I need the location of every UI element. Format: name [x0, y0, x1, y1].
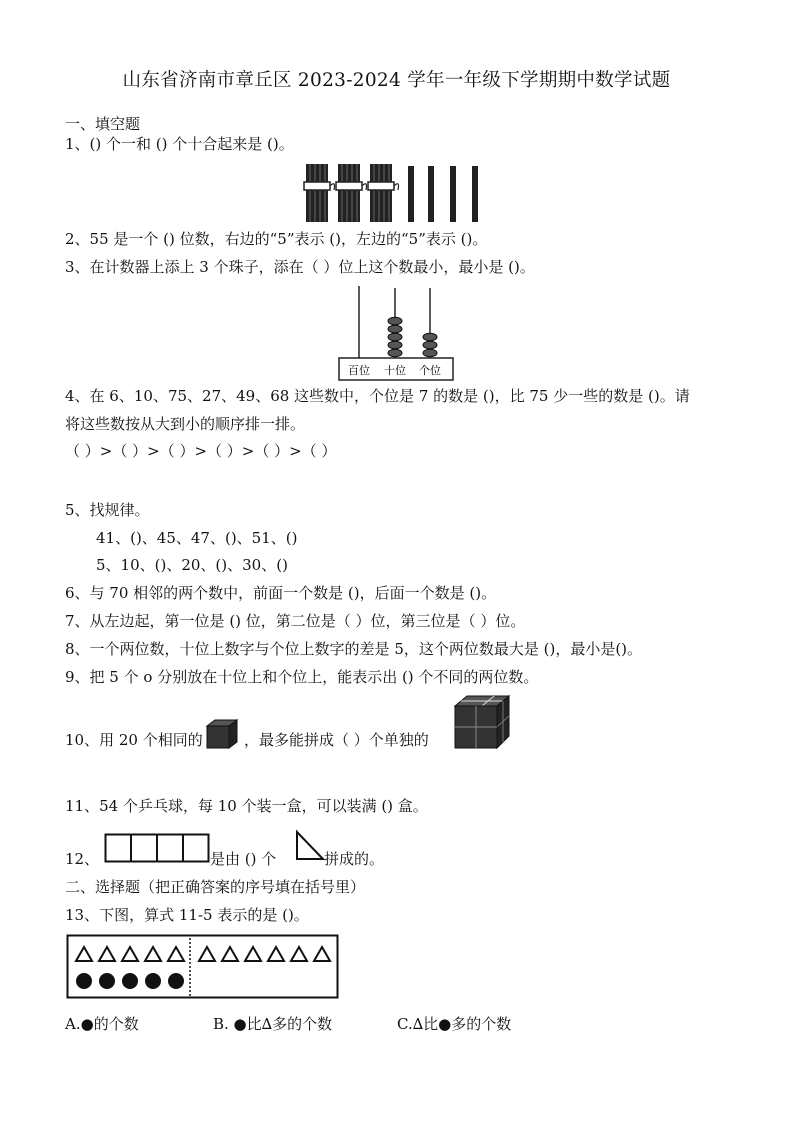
triangles-row: [76, 947, 330, 961]
black-dot: [168, 973, 184, 989]
black-dot: [99, 973, 115, 989]
page-title: 山东省济南市章丘区 2023-2024 学年一年级下学期期中数学试题: [122, 70, 671, 91]
triangle-shape: [99, 947, 115, 961]
abacus-label-tens: 十位: [384, 364, 406, 377]
question-10: [65, 730, 203, 750]
triangle-shape: [314, 947, 330, 961]
triangle-shape: [291, 947, 307, 961]
question-8: 8、一个两位数，十位上数字与个位上数字的差是 5，这个两位数最大是 ()，最小是()。: [65, 640, 643, 658]
triangle-shape: [268, 947, 284, 961]
triangle-shape: [145, 947, 161, 961]
question-7: 7、从左边起，第一位是 () 位，第二位是（ ）位，第三位是（ ）位。: [65, 612, 526, 630]
four-squares-strip-figure: [104, 833, 210, 865]
question-12-text-middle: 是由 () 个: [210, 850, 277, 868]
bundle-of-ten-sticks: [336, 164, 367, 222]
bundle-of-ten-sticks: [368, 164, 399, 222]
triangle-shape: [245, 947, 261, 961]
small-cube-icon: [205, 718, 239, 750]
option-a: A.●的个数: [65, 1015, 139, 1033]
abacus-bead: [388, 349, 402, 357]
abacus-figure: [337, 284, 457, 382]
abacus-bead: [388, 333, 402, 341]
question-5-pattern-2: 5、10、()、20、()、30、(): [96, 556, 288, 574]
single-stick: [472, 166, 478, 222]
triangles-dots-figure: [66, 934, 340, 1000]
question-6: 6、与 70 相邻的两个数中，前面一个数是 ()，后面一个数是 ()。: [65, 584, 497, 602]
question-11: 11、54 个乒乓球，每 10 个装一盒，可以装满 () 盒。: [65, 797, 428, 815]
abacus-bead: [388, 341, 402, 349]
question-5-pattern-1: 41、()、45、47、()、51、(): [96, 529, 298, 547]
abacus-bead: [388, 317, 402, 325]
single-stick: [408, 166, 414, 222]
triangle-shape: [222, 947, 238, 961]
triangle-shape: [122, 947, 138, 961]
question-4-ordering-blanks: （ ）>（ ）>（ ）>（ ）>（ ）>（ ）: [65, 442, 337, 460]
question-9: 9、把 5 个 o 分别放在十位上和个位上，能表示出 () 个不同的两位数。: [65, 668, 539, 686]
large-cube-icon: [453, 694, 515, 750]
black-dot: [122, 973, 138, 989]
question-1: 1、() 个一和 () 个十合起来是 ()。: [65, 135, 294, 153]
abacus-bead: [423, 349, 437, 357]
abacus-label-ones: 个位: [419, 364, 441, 377]
option-c: C.∆比●多的个数: [397, 1015, 512, 1033]
triangle-shape: [76, 947, 92, 961]
question-3: 3、在计数器上添上 3 个珠子，添在（ ）位上这个数最小，最小是 ()。: [65, 258, 535, 276]
question-4-line-2: 将这些数按从大到小的顺序排一排。: [65, 415, 306, 433]
right-triangle-icon: [294, 829, 326, 863]
black-dot: [145, 973, 161, 989]
black-dot: [76, 973, 92, 989]
question-12-number: 12、: [65, 850, 100, 868]
single-stick: [428, 166, 434, 222]
triangle-shape: [168, 947, 184, 961]
abacus-bead: [423, 341, 437, 349]
question-10-text-start: 10、用 20 个相同的: [65, 731, 203, 749]
question-12-text-end: 拼成的。: [324, 850, 385, 868]
abacus-bead: [388, 325, 402, 333]
single-stick: [450, 166, 456, 222]
bundle-of-ten-sticks: [304, 164, 335, 222]
triangle-shape: [199, 947, 215, 961]
dots-row: [76, 973, 184, 989]
stick-bundles-figure: [300, 160, 500, 226]
question-4-line-1: 4、在 6、10、75、27、49、68 这些数中，个位是 7 的数是 ()，比 75 少一些的数是 ()。请: [65, 387, 690, 405]
option-b: B. ●比∆多的个数: [213, 1015, 333, 1033]
section-choice-heading: 二、选择题（把正确答案的序号填在括号里）: [65, 878, 366, 896]
question-13: 13、下图，算式 11-5 表示的是 ()。: [65, 906, 309, 924]
question-5: 5、找规律。: [65, 501, 150, 519]
question-2: 2、55 是一个 () 位数，右边的“5”表示 ()，左边的“5”表示 ()。: [65, 230, 488, 248]
abacus-label-hundreds: 百位: [348, 364, 370, 377]
question-10-text-middle: ，最多能拼成（ ）个单独的: [244, 731, 429, 749]
abacus-bead: [423, 333, 437, 341]
section-fill-heading: 一、填空题: [65, 115, 141, 133]
